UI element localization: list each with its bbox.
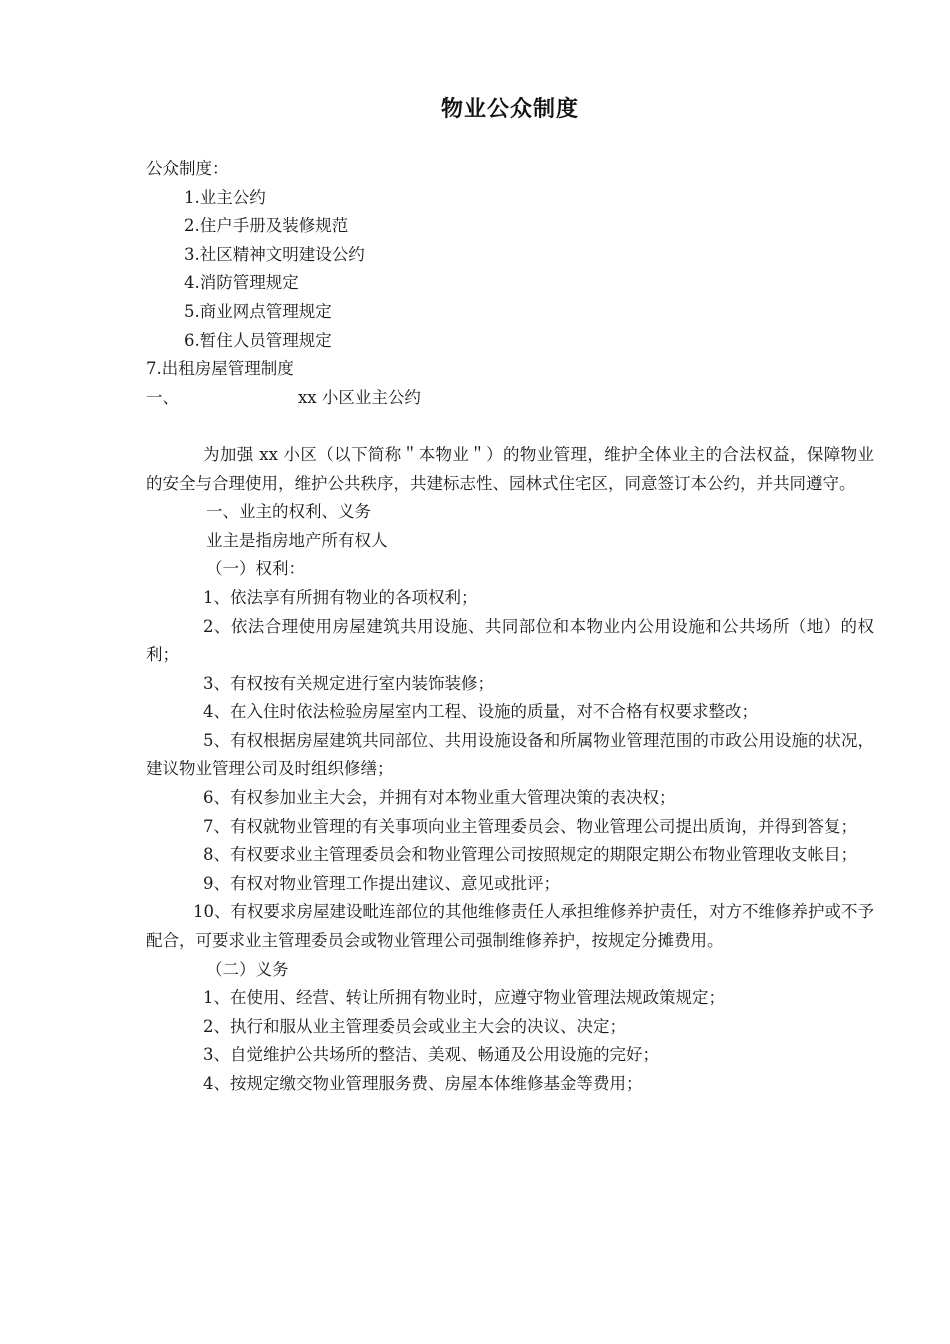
preamble-paragraph: 为加强 xx 小区（以下简称＂本物业＂）的物业管理，维护全体业主的合法权益，保障物业的安全与合理使用，维护公共秩序，共建标志性、园林式住宅区，同意签订本公约，并共同遵守。 (146, 444, 874, 493)
list-item: 3.社区精神文明建设公约 (184, 244, 365, 264)
duties-item: 1、在使用、经营、转让所拥有物业时，应遵守物业管理法规政策规定； (203, 988, 725, 1008)
rights-item: 3、有权按有关规定进行室内装饰装修； (203, 673, 494, 693)
section-heading-text: xx 小区业主公约 (298, 387, 421, 407)
list-item: 7.出租房屋管理制度 (146, 359, 294, 379)
rights-item: 8、有权要求业主管理委员会和物业管理公司按照规定的期限定期公布物业管理收支帐目； (203, 845, 857, 865)
duties-item: 2、执行和服从业主管理委员会或业主大会的决议、决定； (203, 1016, 626, 1036)
rights-item: 7、有权就物业管理的有关事项向业主管理委员会、物业管理公司提出质询，并得到答复； (203, 816, 857, 836)
list-item: 1.业主公约 (184, 187, 266, 207)
duties-item: 4、按规定缴交物业管理服务费、房屋本体维修基金等费用； (203, 1074, 643, 1093)
list-item: 6.暂住人员管理规定 (184, 330, 332, 350)
rights-heading: （一）权利： (206, 559, 305, 579)
rights-item: 1、依法享有所拥有物业的各项权利； (203, 587, 478, 607)
rights-item: 10、有权要求房屋建设毗连部位的其他维修责任人承担维修养护责任，对方不维修养护或不予配合，可要求业主管理委员会或物业管理公司强制维修养护，按规定分摊费用。 (146, 902, 874, 951)
list-item: 4.消防管理规定 (184, 273, 299, 293)
list-item: 2.住户手册及装修规范 (184, 216, 349, 236)
chapter-heading: 一、业主的权利、义务 (206, 502, 371, 522)
spacer (146, 412, 874, 441)
rights-item: 4、在入住时依法检验房屋室内工程、设施的质量，对不合格有权要求整改； (203, 702, 758, 722)
rights-item: 5、有权根据房屋建筑共同部位、共用设施设备和所属物业管理范围的市政公用设施的状况，建议物业管理公司及时组织修缮； (146, 730, 874, 779)
owner-definition: 业主是指房地产所有权人 (206, 530, 388, 550)
section-heading (146, 384, 874, 413)
rights-item: 6、有权参加业主大会，并拥有对本物业重大管理决策的表决权； (203, 788, 676, 808)
rights-item: 9、有权对物业管理工作提出建议、意见或批评； (203, 873, 560, 893)
intro-label: 公众制度： (146, 159, 229, 178)
duties-heading: （二）义务 (206, 959, 289, 979)
list-item: 5.商业网点管理规定 (184, 301, 332, 321)
document-body (146, 155, 874, 1099)
duties-item: 3、自觉维护公共场所的整洁、美观、畅通及公用设施的完好； (203, 1045, 659, 1065)
rights-item: 2、依法合理使用房屋建筑共用设施、共同部位和本物业内公用设施和公共场所（地）的权利； (146, 616, 874, 665)
section-heading-number: 一、 (146, 387, 179, 407)
document-title: 物业公众制度 (440, 97, 579, 122)
